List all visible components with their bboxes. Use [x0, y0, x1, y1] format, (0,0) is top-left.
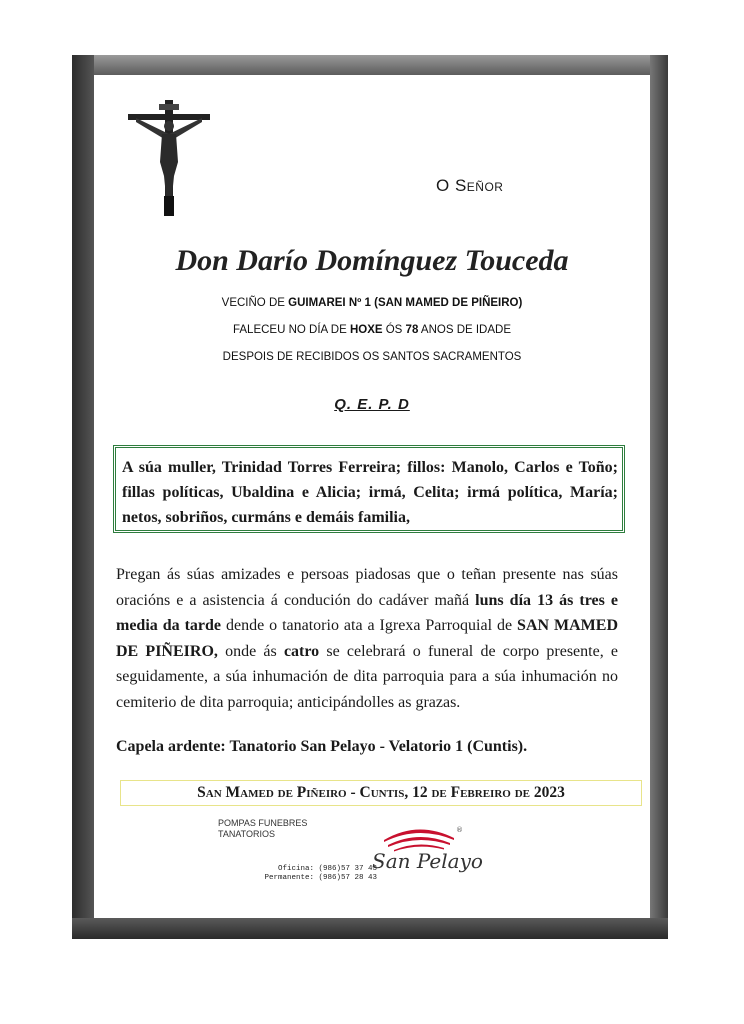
death-age-label: ANOS DE IDADE: [418, 324, 512, 336]
residence-value: GUIMAREI Nº 1 (SAN MAMED DE PIÑEIRO): [288, 297, 523, 309]
funeral-time: catro: [283, 642, 320, 660]
church-name: SAN MAMED DE PIÑEIRO,: [116, 617, 618, 660]
frame-right-edge: [650, 55, 668, 939]
death-connector: ÓS: [382, 324, 406, 336]
procession-time: luns día 13 ás tres e media da tarde: [116, 591, 618, 634]
residence-label: VECIÑO DE: [221, 297, 289, 309]
frame-left-edge: [72, 55, 94, 939]
announcement-part-1: Pregan ás súas amizades e persoas piadosas que o teñan presente nas súas oracións e a asistencia á condución do cadáver mañá: [116, 566, 618, 609]
family-text: A súa muller, Trinidad Torres Ferreira; fillos: Manolo, Carlos e Toño; fillas políticas, Ubaldina e Alicia; irmá, Celita; irmá política, María; netos, sobriños, curmáns e demáis familia,: [122, 459, 618, 526]
death-day: HOXE: [349, 324, 383, 336]
services-line-2: TANATORIOS: [218, 829, 276, 839]
sacraments-line: DESPOIS DE RECIBIDOS OS SANTOS SACRAMENTOS: [222, 351, 522, 363]
funeral-home-services: [218, 818, 307, 840]
frame-top-edge: [72, 55, 668, 75]
office-label: Oficina:: [277, 865, 314, 873]
announcement-part-3: onde ás: [217, 642, 284, 660]
announcement-part-4: se celebrará o funeral de corpo presente, e seguidamente, a súa inhumación de dita parroquia para a súa inhumación no cemiterio de dita parroquia; anticipándolles as grazas.: [116, 642, 618, 711]
office-phone: (986)57 37 43: [318, 865, 378, 873]
san-pelayo-logo: [370, 822, 483, 874]
announcement-text: [116, 562, 618, 715]
deceased-name: Don Darío Domínguez Touceda: [175, 244, 569, 277]
salutation: O Señor: [436, 176, 504, 195]
death-age: 78: [405, 324, 419, 336]
permanent-label: Permanente:: [264, 874, 314, 882]
death-line: [0, 324, 744, 336]
death-label: FALECEU NO DÍA DE: [232, 324, 350, 336]
place-date-line: San Mamed de Piñeiro - Cuntis, 12 de Febreiro de 2023: [120, 780, 642, 806]
frame-bottom-edge: [72, 918, 668, 939]
phone-numbers: [248, 865, 377, 883]
chapel-line: Capela ardente: Tanatorio San Pelayo - Velatorio 1 (Cuntis).: [116, 738, 528, 755]
permanent-phone: (986)57 28 43: [318, 874, 378, 882]
announcement-part-2: dende o tanatorio ata a Igrexa Parroquial de: [221, 617, 518, 634]
family-box: [113, 445, 625, 533]
residence-line: [0, 297, 744, 309]
crucifix-icon: [128, 100, 210, 216]
logo-text: San Pelayo: [372, 849, 483, 873]
qepd: Q. E. P. D: [334, 396, 410, 413]
registered-mark: ®: [456, 826, 463, 834]
services-line-1: POMPAS FUNEBRES: [218, 818, 308, 828]
